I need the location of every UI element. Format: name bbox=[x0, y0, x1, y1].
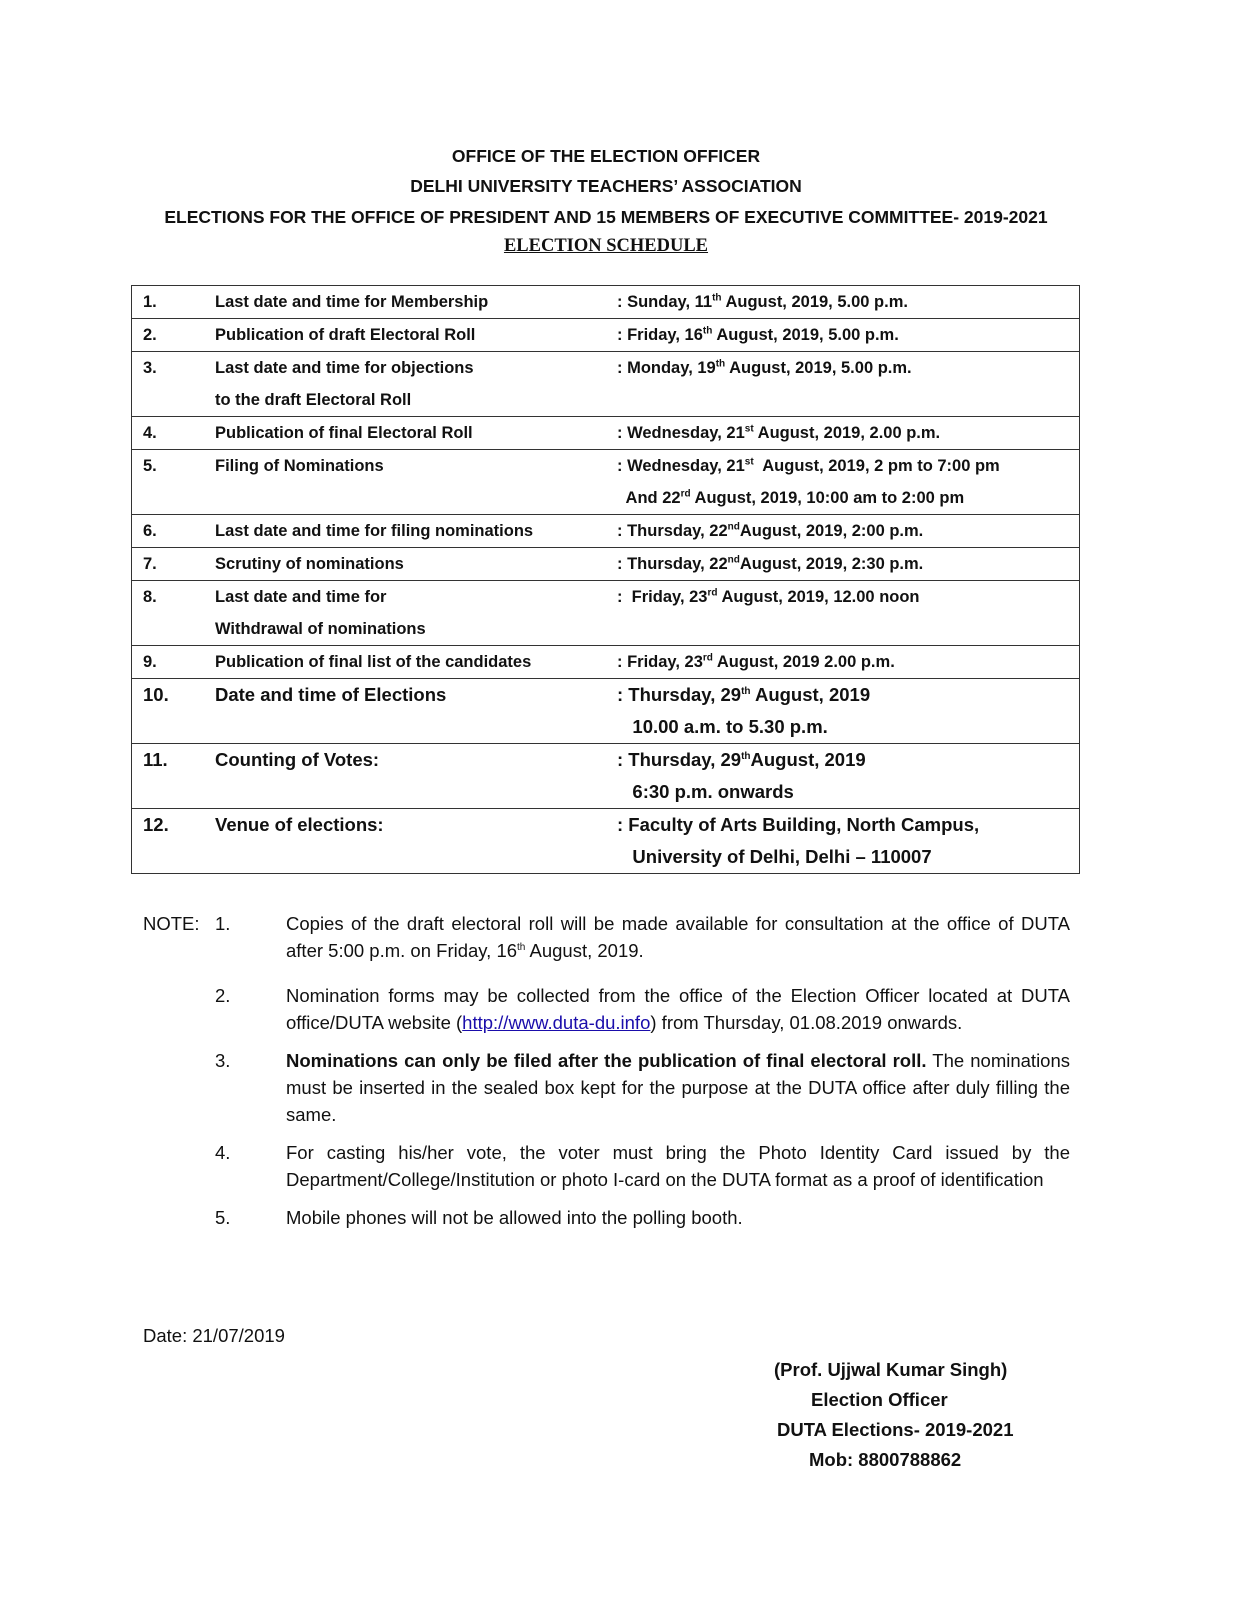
row-number: 9. bbox=[132, 646, 216, 679]
date-ordinal: st bbox=[744, 456, 754, 468]
date-text: : Friday, 23 bbox=[617, 588, 708, 606]
row-number: 3. bbox=[132, 352, 216, 417]
date-line bbox=[617, 450, 1079, 482]
label-line: to the draft Electoral Roll bbox=[215, 391, 412, 409]
row-label bbox=[215, 319, 617, 352]
table-row bbox=[132, 548, 1080, 581]
row-date bbox=[617, 646, 1080, 679]
signatory-name: (Prof. Ujjwal Kumar Singh) bbox=[774, 1359, 1008, 1380]
row-number: 10. bbox=[132, 679, 216, 744]
label-line: Publication of final Electoral Roll bbox=[215, 424, 473, 442]
date-text: : Monday, 19 bbox=[617, 359, 716, 377]
date-text: : Thursday, 22 bbox=[617, 555, 728, 573]
date-line bbox=[617, 711, 1079, 743]
document-date: Date: 21/07/2019 bbox=[143, 1325, 285, 1346]
schedule-table bbox=[131, 285, 1080, 874]
date-line bbox=[617, 744, 1079, 776]
date-text: : Wednesday, 21 bbox=[617, 424, 745, 442]
date-text: : Thursday, 29 bbox=[617, 749, 742, 770]
table-row bbox=[132, 286, 1080, 319]
elections-heading: ELECTIONS FOR THE OFFICE OF PRESIDENT AND 15 MEMBERS OF EXECUTIVE COMMITTEE- 2019-2021 bbox=[164, 207, 1048, 227]
date-text: August, 2019, 2.00 p.m. bbox=[753, 424, 941, 442]
label-line: Counting of Votes: bbox=[215, 749, 380, 770]
row-date bbox=[617, 548, 1080, 581]
date-line bbox=[617, 515, 1079, 547]
row-label bbox=[215, 450, 617, 515]
date-text: 6:30 p.m. onwards bbox=[617, 781, 794, 802]
row-number: 1. bbox=[132, 286, 216, 319]
row-label bbox=[215, 744, 617, 809]
note-number: 2. bbox=[215, 985, 231, 1006]
label-line: Filing of Nominations bbox=[215, 457, 384, 475]
row-number: 5. bbox=[132, 450, 216, 515]
table-row bbox=[132, 352, 1080, 417]
date-ordinal: th bbox=[715, 358, 726, 370]
row-number: 12. bbox=[132, 809, 216, 874]
date-text: August, 2019 2.00 p.m. bbox=[712, 653, 895, 671]
row-label bbox=[215, 679, 617, 744]
date-line bbox=[617, 809, 1079, 841]
table-row bbox=[132, 319, 1080, 352]
note-item bbox=[143, 1204, 1070, 1231]
date-text: August, 2019, 12.00 noon bbox=[717, 588, 920, 606]
row-number: 6. bbox=[132, 515, 216, 548]
date-line bbox=[617, 352, 1079, 384]
date-line bbox=[617, 679, 1079, 711]
row-date bbox=[617, 450, 1080, 515]
row-label bbox=[215, 352, 617, 417]
row-label bbox=[215, 548, 617, 581]
row-label bbox=[215, 286, 617, 319]
note-number: 4. bbox=[215, 1142, 231, 1163]
note-text: Nomination forms may be collected from the office of the Election Officer located at DUTA office/DUTA website ( bbox=[286, 985, 1070, 1033]
date-line bbox=[617, 286, 1079, 318]
date-text: : Faculty of Arts Building, North Campus, bbox=[617, 814, 980, 835]
row-number: 8. bbox=[132, 581, 216, 646]
date-ordinal: rd bbox=[702, 652, 713, 664]
date-line bbox=[617, 482, 1079, 514]
label-line: Publication of final list of the candidates bbox=[215, 653, 532, 671]
table-row bbox=[132, 809, 1080, 874]
row-number: 7. bbox=[132, 548, 216, 581]
table-row bbox=[132, 450, 1080, 515]
note-number: 5. bbox=[215, 1207, 231, 1228]
schedule-title: ELECTION SCHEDULE bbox=[503, 236, 709, 256]
note-item bbox=[143, 1047, 1070, 1128]
date-text: And 22 bbox=[617, 489, 681, 507]
note-text: For casting his/her vote, the voter must bring the Photo Identity Card issued by the Department/College/Institution or photo I-card on the DUTA format as a proof of identification bbox=[286, 1142, 1070, 1190]
label-line: Scrutiny of nominations bbox=[215, 555, 404, 573]
row-date bbox=[617, 744, 1080, 809]
signature-block bbox=[760, 1355, 1040, 1475]
date-text: August, 2019, 2:00 p.m. bbox=[739, 522, 924, 540]
date-text: August, 2019, 5.00 p.m. bbox=[725, 359, 912, 377]
table-row bbox=[132, 581, 1080, 646]
signatory-org: DUTA Elections- 2019-2021 bbox=[777, 1419, 1014, 1440]
row-number: 11. bbox=[132, 744, 216, 809]
note-item bbox=[143, 910, 1070, 964]
date-line bbox=[617, 776, 1079, 808]
table-row bbox=[132, 417, 1080, 450]
table-row bbox=[132, 744, 1080, 809]
date-text: : Wednesday, 21 bbox=[617, 457, 745, 475]
table-row bbox=[132, 646, 1080, 679]
date-text: August, 2019, 5.00 p.m. bbox=[721, 293, 908, 311]
note-text: August, 2019. bbox=[525, 940, 644, 961]
office-heading: OFFICE OF THE ELECTION OFFICER bbox=[451, 146, 761, 166]
row-date bbox=[617, 679, 1080, 744]
date-text: August, 2019, 2 pm to 7:00 pm bbox=[753, 457, 1000, 475]
row-date bbox=[617, 515, 1080, 548]
date-text: University of Delhi, Delhi – 110007 bbox=[617, 846, 932, 867]
duta-website-link[interactable]: http://www.duta-du.info bbox=[462, 1012, 651, 1033]
date-text: August, 2019, 2:30 p.m. bbox=[739, 555, 924, 573]
note-text: Copies of the draft electoral roll will be made available for consultation at the office of DUTA after 5:00 p.m. on Friday, 16 bbox=[286, 913, 1070, 961]
date-ordinal: th bbox=[741, 750, 751, 762]
notes-section bbox=[143, 910, 1070, 1242]
row-date bbox=[617, 581, 1080, 646]
label-line: Last date and time for filing nominations bbox=[215, 522, 534, 540]
date-text: : Friday, 23 bbox=[617, 653, 703, 671]
note-number: 3. bbox=[215, 1050, 231, 1071]
date-line bbox=[617, 417, 1079, 449]
date-line bbox=[617, 548, 1079, 580]
row-number: 2. bbox=[132, 319, 216, 352]
date-text: August, 2019, 5.00 p.m. bbox=[712, 326, 899, 344]
date-line bbox=[617, 646, 1079, 678]
date-ordinal: nd bbox=[727, 554, 740, 566]
row-label bbox=[215, 646, 617, 679]
label-line: Withdrawal of nominations bbox=[215, 620, 426, 638]
date-text: : Thursday, 29 bbox=[617, 684, 742, 705]
table-row bbox=[132, 679, 1080, 744]
date-line bbox=[617, 319, 1079, 351]
note-ordinal: th bbox=[517, 941, 526, 953]
row-label bbox=[215, 809, 617, 874]
date-ordinal: rd bbox=[680, 488, 691, 500]
date-text: August, 2019 bbox=[750, 749, 866, 770]
table-row bbox=[132, 515, 1080, 548]
date-line bbox=[617, 581, 1079, 613]
note-item bbox=[143, 1139, 1070, 1193]
label-line: Date and time of Elections bbox=[215, 684, 447, 705]
date-ordinal: nd bbox=[727, 521, 740, 533]
date-ordinal: th bbox=[712, 292, 722, 304]
note-bold-text: Nominations can only be filed after the publication of final electoral roll. bbox=[286, 1050, 927, 1071]
row-date bbox=[617, 352, 1080, 417]
date-ordinal: rd bbox=[707, 587, 718, 599]
signatory-title: Election Officer bbox=[811, 1389, 948, 1410]
label-line: Publication of draft Electoral Roll bbox=[215, 326, 476, 344]
date-ordinal: th bbox=[741, 685, 751, 697]
date-text: August, 2019 bbox=[750, 684, 871, 705]
label-line: Venue of elections: bbox=[215, 814, 384, 835]
date-text: 10.00 a.m. to 5.30 p.m. bbox=[617, 716, 828, 737]
row-date bbox=[617, 809, 1080, 874]
note-text: ) from Thursday, 01.08.2019 onwards. bbox=[650, 1012, 963, 1033]
label-line: Last date and time for Membership bbox=[215, 293, 489, 311]
date-text: August, 2019, 10:00 am to 2:00 pm bbox=[690, 489, 965, 507]
date-ordinal: st bbox=[744, 423, 754, 435]
note-number: 1. bbox=[215, 913, 231, 934]
date-ordinal: th bbox=[702, 325, 713, 337]
row-label bbox=[215, 417, 617, 450]
note-item bbox=[143, 982, 1070, 1036]
row-label bbox=[215, 515, 617, 548]
note-prefix: NOTE: bbox=[143, 913, 200, 934]
row-date bbox=[617, 319, 1080, 352]
date-line bbox=[617, 841, 1079, 873]
date-text: : Sunday, 11 bbox=[617, 293, 713, 311]
row-number: 4. bbox=[132, 417, 216, 450]
signatory-mobile: Mob: 8800788862 bbox=[809, 1449, 962, 1470]
association-heading: DELHI UNIVERSITY TEACHERS’ ASSOCIATION bbox=[410, 176, 802, 196]
row-date bbox=[617, 286, 1080, 319]
row-date bbox=[617, 417, 1080, 450]
note-text: The nominations must be inserted in the sealed box kept for the purpose at the DUTA office after duly filling the same. bbox=[286, 1050, 1071, 1125]
row-label bbox=[215, 581, 617, 646]
label-line: Last date and time for bbox=[215, 588, 387, 606]
date-text: : Friday, 16 bbox=[617, 326, 703, 344]
date-text: : Thursday, 22 bbox=[617, 522, 728, 540]
label-line: Last date and time for objections bbox=[215, 359, 474, 377]
note-text: Mobile phones will not be allowed into the polling booth. bbox=[286, 1207, 743, 1228]
